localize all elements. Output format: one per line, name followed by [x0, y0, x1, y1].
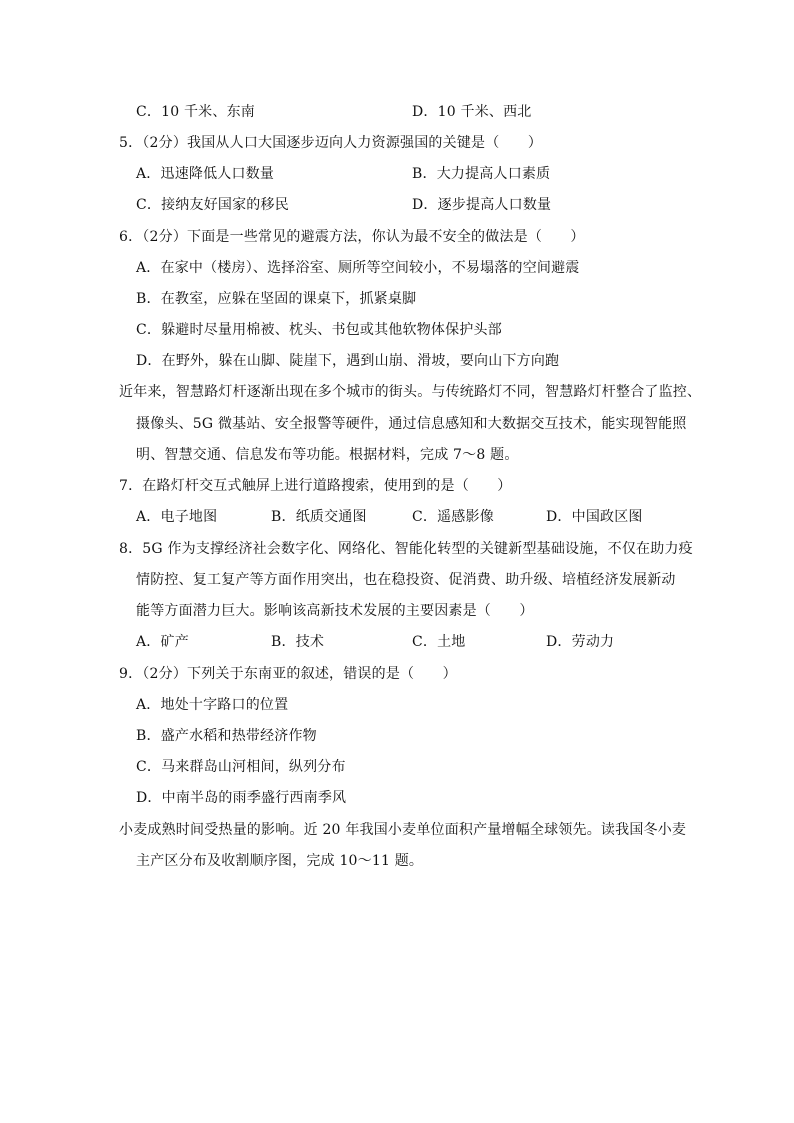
q9-option-d: D．中南半岛的雨季盛行西南季风 — [136, 790, 347, 806]
q9-stem: 9．（2分）下列关于东南亚的叙述，错误的是（ ） — [119, 666, 457, 682]
q4-option-c: C．10 千米、东南 — [136, 104, 255, 120]
q5-option-a: A．迅速降低人口数量 — [136, 166, 275, 182]
q7-option-d: D．中国政区图 — [546, 509, 643, 525]
q9-option-b: B．盛产水稻和热带经济作物 — [136, 728, 317, 744]
q8-stem-line-2: 情防控、复工复产等方面作用突出，也在稳投资、促消费、助升级、培植经济发展新动 — [136, 572, 676, 588]
q5-stem: 5．（2分）我国从人口大国逐步迈向人力资源强国的关键是（ ） — [119, 135, 543, 151]
q6-option-c: C．躲避时尽量用棉被、枕头、书包或其他软物体保护头部 — [136, 322, 502, 338]
q5-option-c: C．接纳友好国家的移民 — [136, 197, 289, 213]
q6-option-a: A．在家中（楼房）、选择浴室、厕所等空间较小，不易塌落的空间避震 — [136, 260, 580, 276]
q8-option-c: C．土地 — [412, 634, 466, 650]
q8-option-d: D．劳动力 — [546, 634, 615, 650]
q9-option-a: A．地处十字路口的位置 — [136, 697, 289, 713]
q6-option-d: D．在野外，躲在山脚、陡崖下，遇到山崩、滑坡，要向山下方向跑 — [136, 353, 560, 369]
material-1-line-3: 明、智慧交通、信息发布等功能。根据材料，完成 7～8 题。 — [136, 447, 519, 463]
q7-stem: 7．在路灯杆交互式触屏上进行道路搜索，使用到的是（ ） — [119, 478, 512, 494]
q8-option-a: A．矿产 — [136, 634, 189, 650]
q7-option-a: A．电子地图 — [136, 509, 218, 525]
q5-option-b: B．大力提高人口素质 — [412, 166, 551, 182]
q6-option-b: B．在教室，应躲在坚固的课桌下，抓紧桌脚 — [136, 291, 417, 307]
material-1-line-2: 摄像头、5G 微基站、安全报警等硬件，通过信息感知和大数据交互技术，能实现智能照 — [136, 416, 687, 432]
material-2-line-1: 小麦成熟时间受热量的影响。近 20 年我国小麦单位面积产量增幅全球领先。读我国冬小麦 — [119, 822, 687, 838]
q7-option-b: B．纸质交通图 — [271, 509, 367, 525]
q7-option-c: C．遥感影像 — [412, 509, 494, 525]
q9-option-c: C．马来群岛山河相间，纵列分布 — [136, 759, 346, 775]
material-2-line-2: 主产区分布及收割顺序图，完成 10～11 题。 — [136, 853, 424, 869]
q5-option-d: D．逐步提高人口数量 — [412, 197, 552, 213]
q8-stem-line-3: 能等方面潜力巨大。影响该高新技术发展的主要因素是（ ） — [136, 603, 534, 619]
q6-stem: 6．（2分）下面是一些常见的避震方法，你认为最不安全的做法是（ ） — [119, 229, 585, 245]
q4-option-d: D．10 千米、西北 — [412, 104, 532, 120]
material-1-line-1: 近年来，智慧路灯杆逐渐出现在多个城市的街头。与传统路灯不同，智慧路灯杆整合了监控、 — [119, 384, 702, 400]
q8-stem-line-1: 8．5G 作为支撑经济社会数字化、网络化、智能化转型的关键新型基础设施，不仅在助力疫 — [119, 541, 693, 557]
q8-option-b: B．技术 — [271, 634, 325, 650]
